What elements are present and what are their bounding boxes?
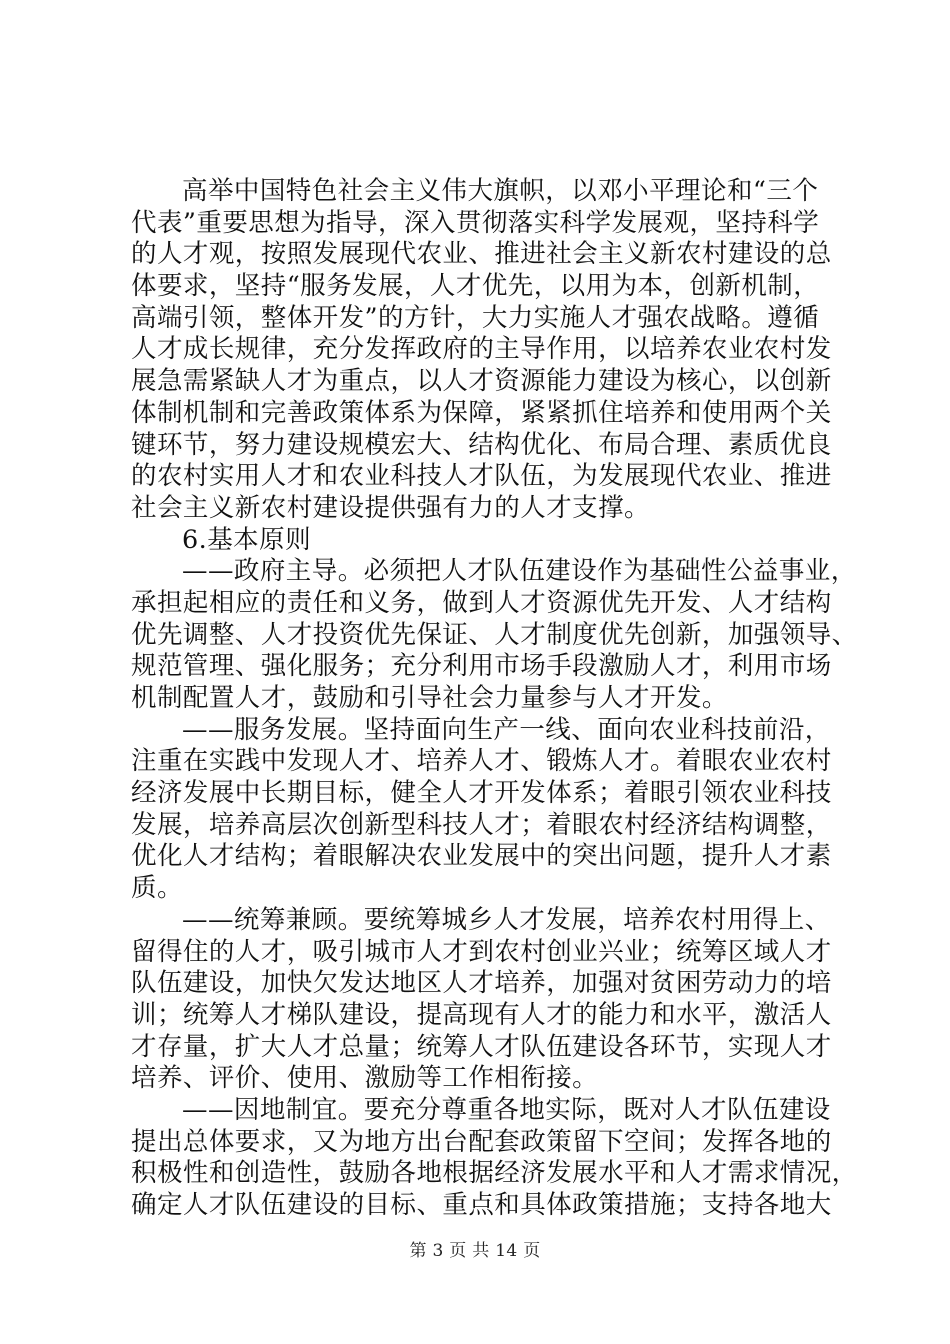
text-line: 体要求，坚持“服务发展，人才优先，以用为本，创新机制， <box>131 271 820 302</box>
text-line: ——服务发展。坚持面向生产一线、面向农业科技前沿， <box>182 714 831 745</box>
text-line: 体制机制和完善政策体系为保障，紧紧抓住培养和使用两个关 <box>131 397 832 428</box>
text-line: 队伍建设，加快欠发达地区人才培养，加强对贫困劳动力的培 <box>131 968 832 999</box>
text-line: 训；统筹人才梯队建设，提高现有人才的能力和水平，激活人 <box>131 999 832 1030</box>
text-line: 质。 <box>131 873 183 904</box>
text-line: ——政府主导。必须把人才队伍建设作为基础性公益事业， <box>182 556 857 587</box>
text-line: 规范管理、强化服务；充分利用市场手段激励人才，利用市场 <box>131 651 832 682</box>
text-line: 高端引领，整体开发”的方针，大力实施人才强农战略。遵循 <box>131 302 820 333</box>
text-line: 6.基本原则 <box>182 524 312 555</box>
text-line: 承担起相应的责任和义务，做到人才资源优先开发、人才结构 <box>131 587 832 618</box>
text-line: 高举中国特色社会主义伟大旗帜，以邓小平理论和“三个 <box>182 176 819 206</box>
text-line: ——因地制宜。要充分尊重各地实际，既对人才队伍建设 <box>182 1094 831 1125</box>
text-line: 培养、评价、使用、激励等工作相衔接。 <box>131 1063 599 1094</box>
text-line: ——统筹兼顾。要统筹城乡人才发展，培养农村用得上、 <box>182 904 831 935</box>
text-line: 积极性和创造性，鼓励各地根据经济发展水平和人才需求情况， <box>131 1158 858 1189</box>
text-line: 的人才观，按照发展现代农业、推进社会主义新农村建设的总 <box>131 239 832 270</box>
text-line: 社会主义新农村建设提供强有力的人才支撑。 <box>131 492 651 523</box>
text-line: 经济发展中长期目标，健全人才开发体系；着眼引领农业科技 <box>131 778 832 809</box>
text-line: 注重在实践中发现人才、培养人才、锻炼人才。着眼农业农村 <box>131 746 832 777</box>
text-line: 代表”重要思想为指导，深入贯彻落实科学发展观，坚持科学 <box>131 207 820 238</box>
text-line: 确定人才队伍建设的目标、重点和具体政策措施；支持各地大 <box>131 1190 832 1220</box>
text-line: 键环节，努力建设规模宏大、结构优化、布局合理、素质优良 <box>131 429 832 460</box>
text-line: 才存量，扩大人才总量；统筹人才队伍建设各环节，实现人才 <box>131 1031 832 1062</box>
document-body <box>131 176 858 1222</box>
text-line: 发展，培养高层次创新型科技人才；着眼农村经济结构调整， <box>131 809 832 840</box>
text-line: 机制配置人才，鼓励和引导社会力量参与人才开发。 <box>131 683 728 713</box>
text-line: 优化人才结构；着眼解决农业发展中的突出问题，提升人才素 <box>131 841 832 872</box>
text-line: 提出总体要求，又为地方出台配套政策留下空间；发挥各地的 <box>131 1126 832 1157</box>
text-line: 留得住的人才，吸引城市人才到农村创业兴业；统筹区域人才 <box>131 936 832 967</box>
text-line: 的农村实用人才和农业科技人才队伍，为发展现代农业、推进 <box>131 461 832 492</box>
text-line: 优先调整、人才投资优先保证、人才制度优先创新，加强领导、 <box>131 619 858 650</box>
text-line: 展急需紧缺人才为重点，以人才资源能力建设为核心，以创新 <box>131 366 832 397</box>
text-line: 人才成长规律，充分发挥政府的主导作用，以培养农业农村发 <box>131 334 832 365</box>
page-footer: 第 3 页 共 14 页 <box>409 1241 541 1261</box>
